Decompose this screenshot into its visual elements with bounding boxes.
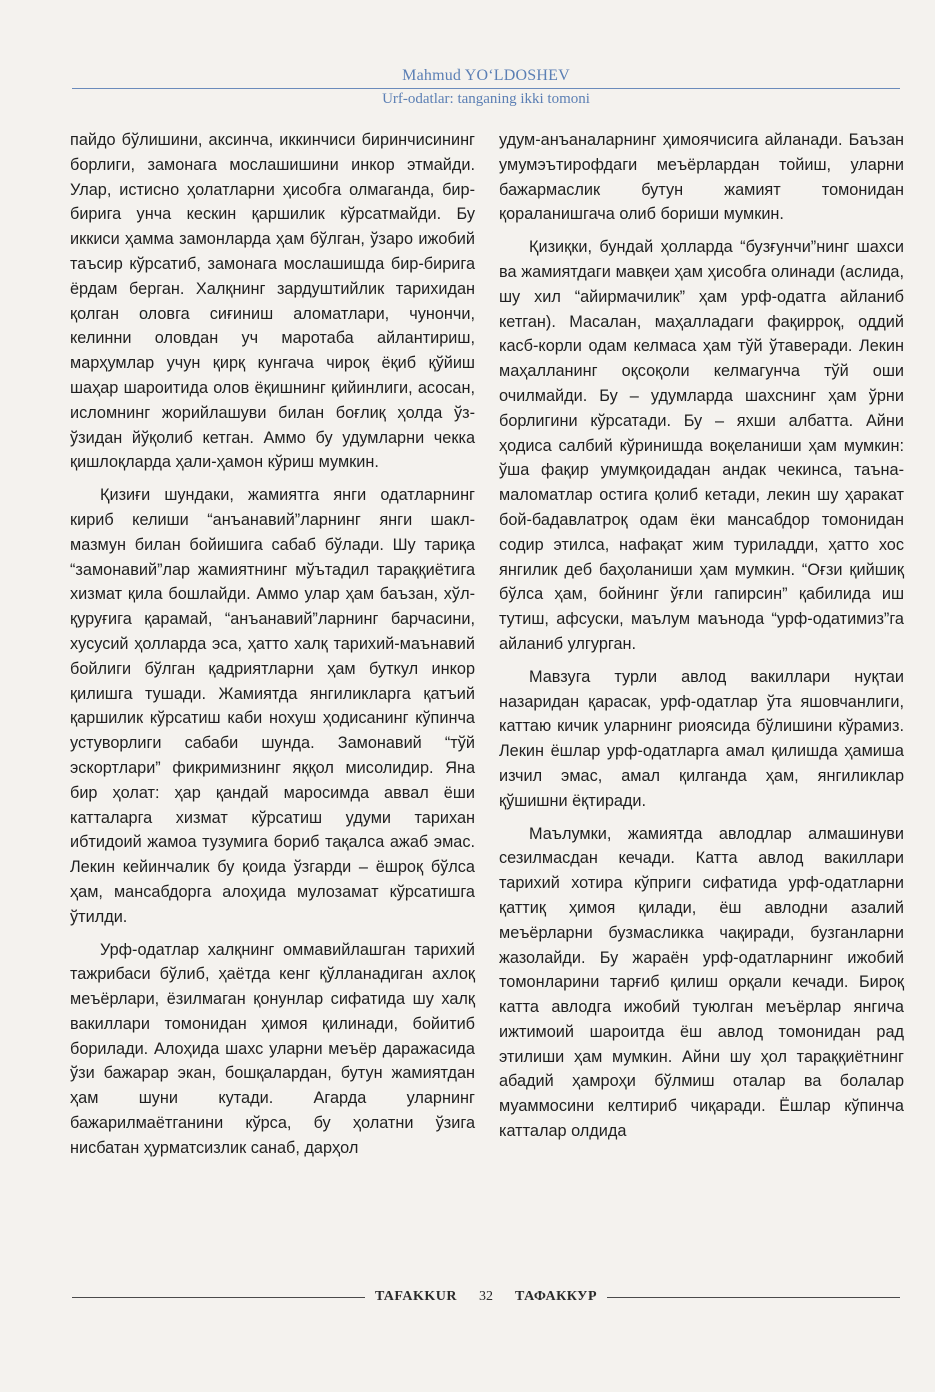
- footer-title-latin: TAFAKKUR: [374, 1289, 458, 1304]
- paragraph: Маълумки, жамиятда авлодлар алмашинуви сезилмасдан кечади. Катта авлод вакиллари тарихий хотира кўприги сифатида урф-одатларни қаттиқ ҳимоя қилади, ёш авлодни азалий меъёрларни бузмасликка чақиради, бузганларни жазолайди. Бу жараён урф-одатларнинг ижобий томонларини тарғиб қилиш орқали кечади. Бироқ катта авлодга ижобий туюлган меъёрлар янгича ижтимоий шароитда ёш авлод томонидан рад этилиши ҳам мумкин. Айни шу ҳол тараққиётнинг абадий ҳамроҳи бўлмиш оталар ва болалар муаммосини келтириб чиқаради. Ёшлар кўпинча катталар олдида: [499, 824, 904, 1141]
- paragraph: Қизиғи шундаки, жамиятга янги одатларнинг кириб келиши “анъанавий”ларнинг янги шакл-мазмун билан бойишига сабаб бўлади. Шу тариқа “замонавий”лар жамиятнинг мўътадил тараққиётига хизмат қила бошлайди. Аммо улар ҳам баъзан, хўл-қуруғига қарамай, “анъанавий”ларнинг барчасини, хусусий ҳолларда эса, ҳатто халқ тарихий-маънавий бойлиги бўлган қадриятларни ҳам буткул инкор қилишга тушади. Жамиятда янгиликларга қатъий қаршилик кўрсатиш каби нохуш ҳодисанинг кўпинча устуворлиги сабаби шунда. Замонавий “тўй эскортлари” фикримизнинг яққол мисолидир. Яна бир ҳолат: ҳар қандай маросимда аввал ёши катталарга хизмат кўрсатиш удуми тарихан ибтидоий жамоа тузумига бориб тақалса ажаб эмас. Лекин кейинчалик бу қоида ўзгарди – ёшроқ бўлса ҳам, мансабдорга алоҳида мулозамат кўрсатишга ўтилди.: [70, 486, 475, 926]
- header-title: Urf-odatlar: tanganing ikki tomoni: [382, 91, 590, 107]
- page-footer: [72, 1287, 900, 1307]
- paragraph: Мавзуга турли авлод вакиллари нуқтаи назаридан қарасак, урф-одатлар ўта яшовчанлиги, каттаю кичик уларнинг риоясида бўлишини кўрамиз. Лекин ёшлар урф-одатларга амал қилишда ҳамиша изчил эмас, амал қилганда ҳам, янгиликлар қўшишни ёқтиради.: [499, 667, 904, 810]
- paragraph: Урф-одатлар халқнинг оммавийлашган тарихий тажрибаси бўлиб, ҳаётда кенг қўлланадиган ахлоқ меъёрлари, ёзилмаган қонунлар сифатида шу халқ вакиллари томонидан ҳимоя қилинади, бойитиб борилади. Алоҳида шахс уларни меъёр даражасида ўзи бажарар экан, бошқалардан, бутун жамиятдан ҳам шуни кутади. Агарда уларнинг бажарилмаётганини кўрса, бу ҳолатни ўзига нисбатан ҳурматсизлик санаб, дарҳол: [70, 940, 475, 1157]
- paragraph: удум-анъаналарнинг ҳимоячисига айланади. Баъзан умумэътирофдаги меъёрлардан тойиш, уларни бажармаслик бутун жамият томонидан қораланишгача олиб бориши мумкин.: [499, 131, 904, 224]
- footer-title-cyrillic: ТАФАККУР: [515, 1289, 598, 1304]
- left-column: [70, 128, 475, 1169]
- footer-rule-left: [72, 1297, 365, 1298]
- header-rule: [72, 88, 900, 89]
- running-header: [72, 66, 900, 108]
- header-author: Mahmud YO‘LDOSHEV: [402, 67, 570, 84]
- page-number: 32: [479, 1289, 494, 1304]
- paragraph: Қизиқки, бундай ҳолларда “бузғунчи”нинг шахси ва жамиятдаги мавқеи ҳам ҳисобга олинади (аслида, шу хил “айирмачилик” ҳам урф-одатга айланиб кетган). Масалан, маҳалладаги фақирроқ, оддий касб-корли одам келмаса ҳам тўй ўтаверади. Лекин маҳалланинг оқсоқоли келмагунча тўй оши очилмайди. Бу – удумларда шахснинг ҳам ўрни борлигини кўрсатади. Бу – яхши албатта. Айни ҳодиса салбий кўринишда воқеланиши ҳам мумкин: ўша фақир умумқоидадан андак чекинса, таъна-маломатлар остига қолиб кетади, лекин шу ҳаракат бой-бадавлатроқ одам ёки мансабдор томонидан содир этилса, нафақат жим туриладди, ҳатто хос янгилик деб баҳоланиши ҳам мумкин. “Оғзи қийшиқ бўлса ҳам, бойнинг ўғли гапирсин” қабилида иш тутиш, афсуски, маълум маънода “урф-одатимиз”га айланиб улгурган.: [499, 238, 904, 653]
- right-column: [499, 128, 904, 1152]
- footer-rule-right: [607, 1297, 900, 1298]
- paragraph: пайдо бўлишини, аксинча, иккинчиси биринчисининг борлиги, замонага мослашишини инкор этмайди. Улар, истисно ҳолатларни ҳисобга олмаганда, бир-бирига унча кескин қаршилик кўрсатмайди. Бу иккиси ҳамма замонларда ҳам бўлган, ўзаро ижобий таъсир кўрсатиб, замонага мослашишда бир-бирига ёрдам берган. Халқнинг зардуштийлик тарихидан қолган оловга сиғиниш аломатлари, чунончи, келинни оловдан уч маротаба айлантириш, марҳумлар учун қирқ кунгача чироқ ёқиб қўйиш шаҳар шароитида олов ёқишнинг қийинлиги, асосан, исломнинг жорийлашуви билан боғлиқ ҳолда ўз-ўзидан йўқолиб кетган. Аммо бу удумларни чекка қишлоқларда ҳали-ҳамон кўриш мумкин.: [70, 131, 475, 472]
